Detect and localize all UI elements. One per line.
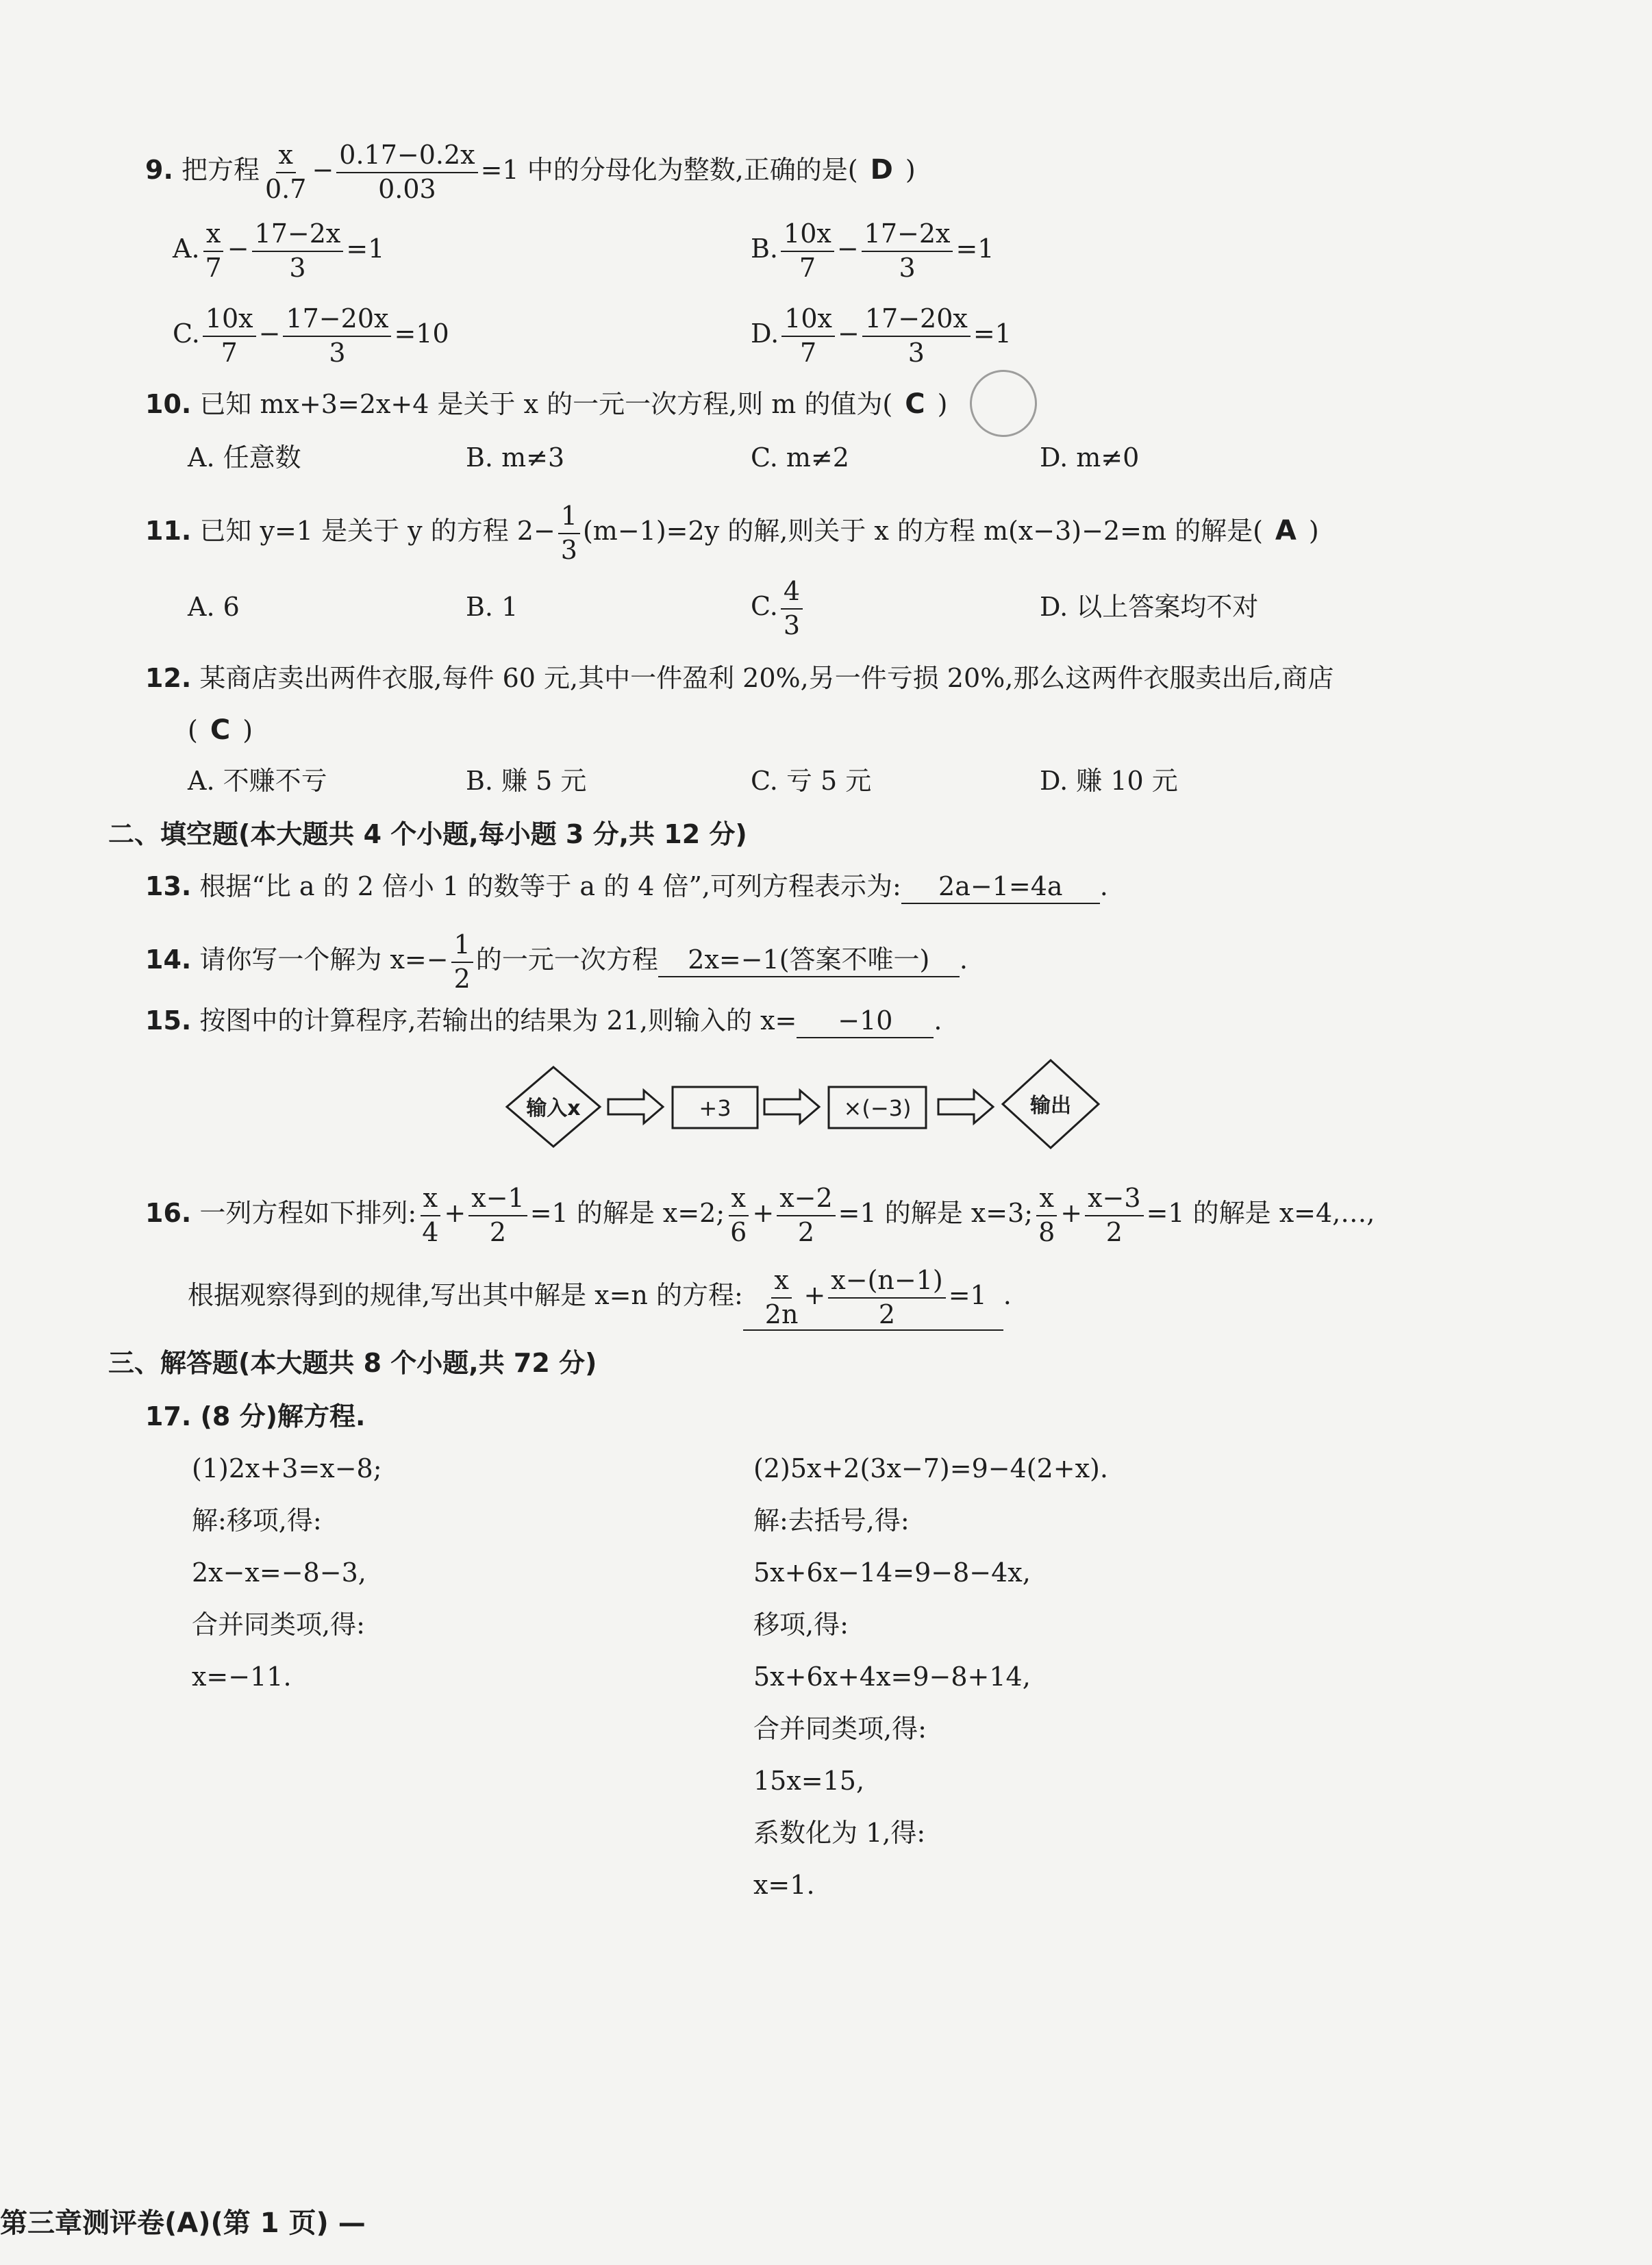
q12-option-b: B. 赚 5 元 xyxy=(466,766,587,796)
handwritten-answer: C xyxy=(905,388,925,420)
q17-right-line: (2)5x+2(3x−7)=9−4(2+x). xyxy=(753,1453,1108,1484)
stem-text: 请你写一个解为 x=− xyxy=(199,944,449,975)
question-number: 11. xyxy=(145,516,192,547)
q11-stem: 11. 已知 y=1 是关于 y 的方程 2− $\frac{1}{3}$ (m−1)=2y 的解,则关于 x 的方程 m(x−3)−2=m 的解是( A ) xyxy=(145,501,1319,565)
q17-right-line: x=1. xyxy=(753,1870,815,1900)
q17-right-line: 系数化为 1,得: xyxy=(753,1818,926,1848)
q17-right-line: 解:去括号,得: xyxy=(753,1505,910,1536)
q17-right-line: 5x+6x−14=9−8−4x, xyxy=(753,1557,1031,1588)
stem-text: 根据观察得到的规律,写出其中解是 x=n 的方程: xyxy=(188,1280,743,1311)
answer-blank: $\frac{x}{2n}$ + $\frac{x-(n-1)}{2}$ =1 xyxy=(743,1266,1003,1331)
fraction: $\frac{x}{0.7}$ xyxy=(265,140,307,204)
input-label: 输入x xyxy=(526,1097,581,1121)
arrow-icon xyxy=(608,1090,663,1123)
q11-option-b: B. 1 xyxy=(466,592,518,622)
q17-left-line: 解:移项,得: xyxy=(192,1505,322,1536)
handwritten-answer: D xyxy=(870,154,893,186)
question-number: 14. xyxy=(145,944,192,975)
handwritten-answer: C xyxy=(210,714,231,746)
q11-option-c: C. $\frac{4}{3}$ xyxy=(751,577,805,640)
q17-header: 17. (8 分)解方程. xyxy=(145,1401,366,1431)
q12-answer-line: ( C ) xyxy=(188,714,253,746)
answer-blank: 2a−1=4a xyxy=(901,871,1100,904)
q9-option-d: D. $\frac{10x}{7}$ − $\frac{17-20x}{3}$ =1 xyxy=(751,303,1012,368)
q9-option-b: B. $\frac{10x}{7}$ − $\frac{17-2x}{3}$ =1 xyxy=(751,218,994,283)
page-footer: 第三章测评卷(A)(第 1 页) — xyxy=(0,2207,366,2239)
q15: 15. 按图中的计算程序,若输出的结果为 21,则输入的 x= −10 . xyxy=(145,1005,942,1038)
q16-line2: 根据观察得到的规律,写出其中解是 x=n 的方程: $\frac{x}{2n}$ + $\frac{x-(n-1)}{2}$ =1 . xyxy=(188,1266,1012,1331)
q17-right-line: 移项,得: xyxy=(753,1610,849,1640)
step-plus-3: +3 xyxy=(699,1095,731,1121)
q10-option-b: B. m≠3 xyxy=(466,442,565,473)
q17-right-line: 15x=15, xyxy=(753,1766,865,1796)
answer-blank: −10 xyxy=(797,1005,934,1038)
fraction: $\frac{0.17-0.2x}{0.03}$ xyxy=(336,140,477,204)
question-number: 12. xyxy=(145,663,192,693)
stem-text: 把方程 xyxy=(181,155,260,186)
question-number: 16. xyxy=(145,1198,192,1229)
section-3-title: 三、解答题(本大题共 8 个小题,共 72 分) xyxy=(108,1348,597,1378)
q17-right-line: 合并同类项,得: xyxy=(753,1714,927,1744)
question-number: 10. xyxy=(145,389,192,419)
q10-stem: 10. 已知 mx+3=2x+4 是关于 x 的一元一次方程,则 m 的值为( C ) xyxy=(145,388,948,420)
q9-option-c: C. $\frac{10x}{7}$ − $\frac{17-20x}{3}$ =10 xyxy=(173,303,449,368)
q12-option-c: C. 亏 5 元 xyxy=(751,766,872,796)
step-times-neg-3: ×(−3) xyxy=(843,1095,912,1121)
question-number: 15. xyxy=(145,1005,192,1036)
answer-blank: 2x=−1(答案不唯一) xyxy=(658,944,960,977)
arrow-icon xyxy=(938,1090,993,1123)
q10-option-c: C. m≠2 xyxy=(751,442,849,473)
stem-text: 的一元一次方程 xyxy=(475,944,658,975)
output-label: 输出 xyxy=(1030,1094,1071,1118)
stem-text: 某商店卖出两件衣服,每件 60 元,其中一件盈利 20%,另一件亏损 20%,那么这两件衣服卖出后,商店 xyxy=(199,663,1334,693)
stem-text: =1 中的分母化为整数,正确的是( xyxy=(480,155,858,186)
q17-left-line: x=−11. xyxy=(192,1662,292,1692)
q14: 14. 请你写一个解为 x=− $\frac{1}{2}$ 的一元一次方程 2x=−1(答案不唯一) . xyxy=(145,929,968,994)
stem-text: (m−1)=2y 的解,则关于 x 的方程 m(x−3)−2=m 的解是( xyxy=(582,516,1263,547)
stem-text: 已知 mx+3=2x+4 是关于 x 的一元一次方程,则 m 的值为( xyxy=(199,389,893,419)
q17-left-line: 2x−x=−8−3, xyxy=(192,1557,366,1588)
q10-option-d: D. m≠0 xyxy=(1040,442,1140,473)
q17-left-line: 合并同类项,得: xyxy=(192,1610,365,1640)
q9-stem: 9. 把方程 $\frac{x}{0.7}$ − $\frac{0.17-0.2x}{0.03}$ =1 中的分母化为整数,正确的是( D ) xyxy=(145,140,916,204)
section-2-title: 二、填空题(本大题共 4 个小题,每小题 3 分,共 12 分) xyxy=(108,819,747,849)
q13: 13. 根据“比 a 的 2 倍小 1 的数等于 a 的 4 倍”,可列方程表示为: 2a−1=4a . xyxy=(145,871,1108,904)
q9-option-a: A. $\frac{x}{7}$ − $\frac{17-2x}{3}$ =1 xyxy=(173,218,385,283)
q17-left-line: (1)2x+3=x−8; xyxy=(192,1453,382,1484)
stem-text: 根据“比 a 的 2 倍小 1 的数等于 a 的 4 倍”,可列方程表示为: xyxy=(199,871,901,901)
handwritten-answer: A xyxy=(1275,515,1297,547)
question-number: 13. xyxy=(145,871,192,901)
q10-option-a: A. 任意数 xyxy=(188,442,301,473)
arrow-icon xyxy=(764,1090,819,1123)
q11-option-d: D. 以上答案均不对 xyxy=(1040,592,1259,622)
q17-right-line: 5x+6x+4x=9−8+14, xyxy=(753,1662,1031,1692)
stem-text: 按图中的计算程序,若输出的结果为 21,则输入的 x= xyxy=(199,1005,797,1036)
question-number: 9. xyxy=(145,155,173,186)
q12-option-a: A. 不赚不亏 xyxy=(188,766,327,796)
q12-option-d: D. 赚 10 元 xyxy=(1040,766,1178,796)
q11-option-a: A. 6 xyxy=(188,592,240,622)
stem-text: 一列方程如下排列: xyxy=(199,1198,417,1229)
stem-text: 已知 y=1 是关于 y 的方程 2− xyxy=(199,516,555,547)
q16-line1: 16. 一列方程如下排列: $\frac{x}{4}$ + $\frac{x-1}{2}$ =1 的解是 x=2; $\frac{x}{6}$ + $\frac{x-2}{2}$ =1 的解是 x=3; $\frac{x}{8}$ + $\frac{x-3}{2}$ =1 的解是 x=4,…, xyxy=(145,1183,1375,1247)
